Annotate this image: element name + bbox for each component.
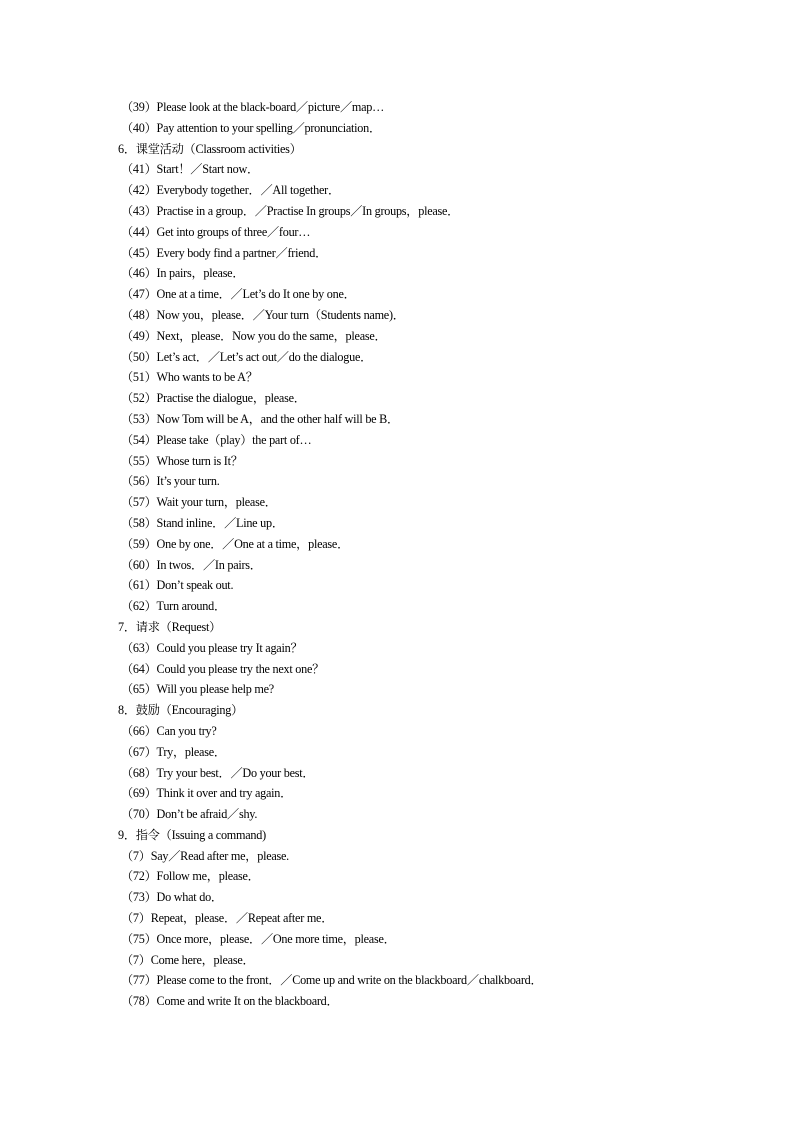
section-heading: 8．鼓励（Encouraging） — [118, 703, 244, 718]
phrase-item: （40）Pay attention to your spelling／pronunciation． — [121, 120, 381, 135]
phrase-item: （63）Could you please try It again？ — [121, 640, 303, 655]
phrase-item: （39）Please look at the black-board／picture／map… — [121, 100, 385, 114]
phrase-item: （72）Follow me，please． — [121, 869, 260, 884]
phrase-item: （62）Turn around． — [121, 599, 226, 614]
phrase-item: （49）Next，please．Now you do the same，please． — [121, 328, 387, 343]
phrase-item: （67）Try，please． — [121, 744, 226, 759]
phrase-item: （41）Start！／Start now． — [121, 162, 259, 177]
section-heading: 7．请求（Request） — [118, 619, 222, 634]
phrase-item: （57）Wait your turn，please． — [121, 495, 277, 510]
phrase-item: （43）Practise in a group．／Practise In groups／In groups，please． — [121, 203, 460, 218]
phrase-item: （64）Could you please try the next one？ — [121, 661, 325, 676]
phrase-item: （66）Can you try? — [121, 723, 217, 738]
phrase-item: （44）Get into groups of three／four… — [121, 224, 311, 239]
phrase-item: （51）Who wants to be A？ — [121, 370, 258, 385]
phrase-item: （7）Repeat，please．／Repeat after me． — [121, 911, 334, 926]
phrase-item: （48）Now you，please．／Your turn（Students name)． — [121, 307, 405, 322]
phrase-item: （56）It’s your turn. — [121, 474, 220, 489]
phrase-item: （42）Everybody together．／All together． — [121, 183, 340, 198]
phrase-item: （47）One at a time．／Let’s do It one by one． — [121, 287, 356, 302]
phrase-item: （69）Think it over and try again． — [121, 786, 293, 801]
phrase-item: （46）In pairs，please． — [121, 266, 245, 281]
phrase-list — [118, 97, 761, 1012]
phrase-item: （53）Now Tom will be A，and the other half will be B． — [121, 411, 399, 426]
phrase-item: （59）One by one．／One at a time，please． — [121, 536, 350, 551]
phrase-item: （52）Practise the dialogue，please． — [121, 391, 306, 406]
phrase-item: （61）Don’t speak out. — [121, 578, 234, 593]
section-heading: 6．课堂活动（Classroom activities） — [118, 141, 302, 156]
phrase-item: （54）Please take（play）the part of… — [121, 432, 312, 447]
phrase-item: （68）Try your best．／Do your best． — [121, 765, 315, 780]
phrase-item: （50）Let’s act．／Let’s act out／do the dialogue． — [121, 349, 373, 364]
phrase-item: （73）Do what do． — [121, 890, 223, 905]
phrase-item: （7）Come here，please． — [121, 952, 255, 967]
section-heading: 9．指令（Issuing a command) — [118, 827, 266, 842]
phrase-item: （78）Come and write It on the blackboard． — [121, 994, 339, 1009]
phrase-item: （45）Every body find a partner／friend． — [121, 245, 328, 260]
phrase-item: （58）Stand inline．／Line up． — [121, 515, 284, 530]
phrase-item: （65）Will you please help me? — [121, 682, 274, 697]
phrase-item: （7）Say／Read after me，please. — [121, 848, 289, 863]
phrase-item: （77）Please come to the front．／Come up and write on the blackboard／chalkboard． — [121, 973, 543, 988]
phrase-item: （70）Don’t be afraid／shy. — [121, 807, 258, 822]
phrase-item: （75）Once more，please．／One more time，please． — [121, 931, 396, 946]
phrase-item: （55）Whose turn is It？ — [121, 453, 243, 468]
phrase-item: （60）In twos．／In pairs． — [121, 557, 262, 572]
